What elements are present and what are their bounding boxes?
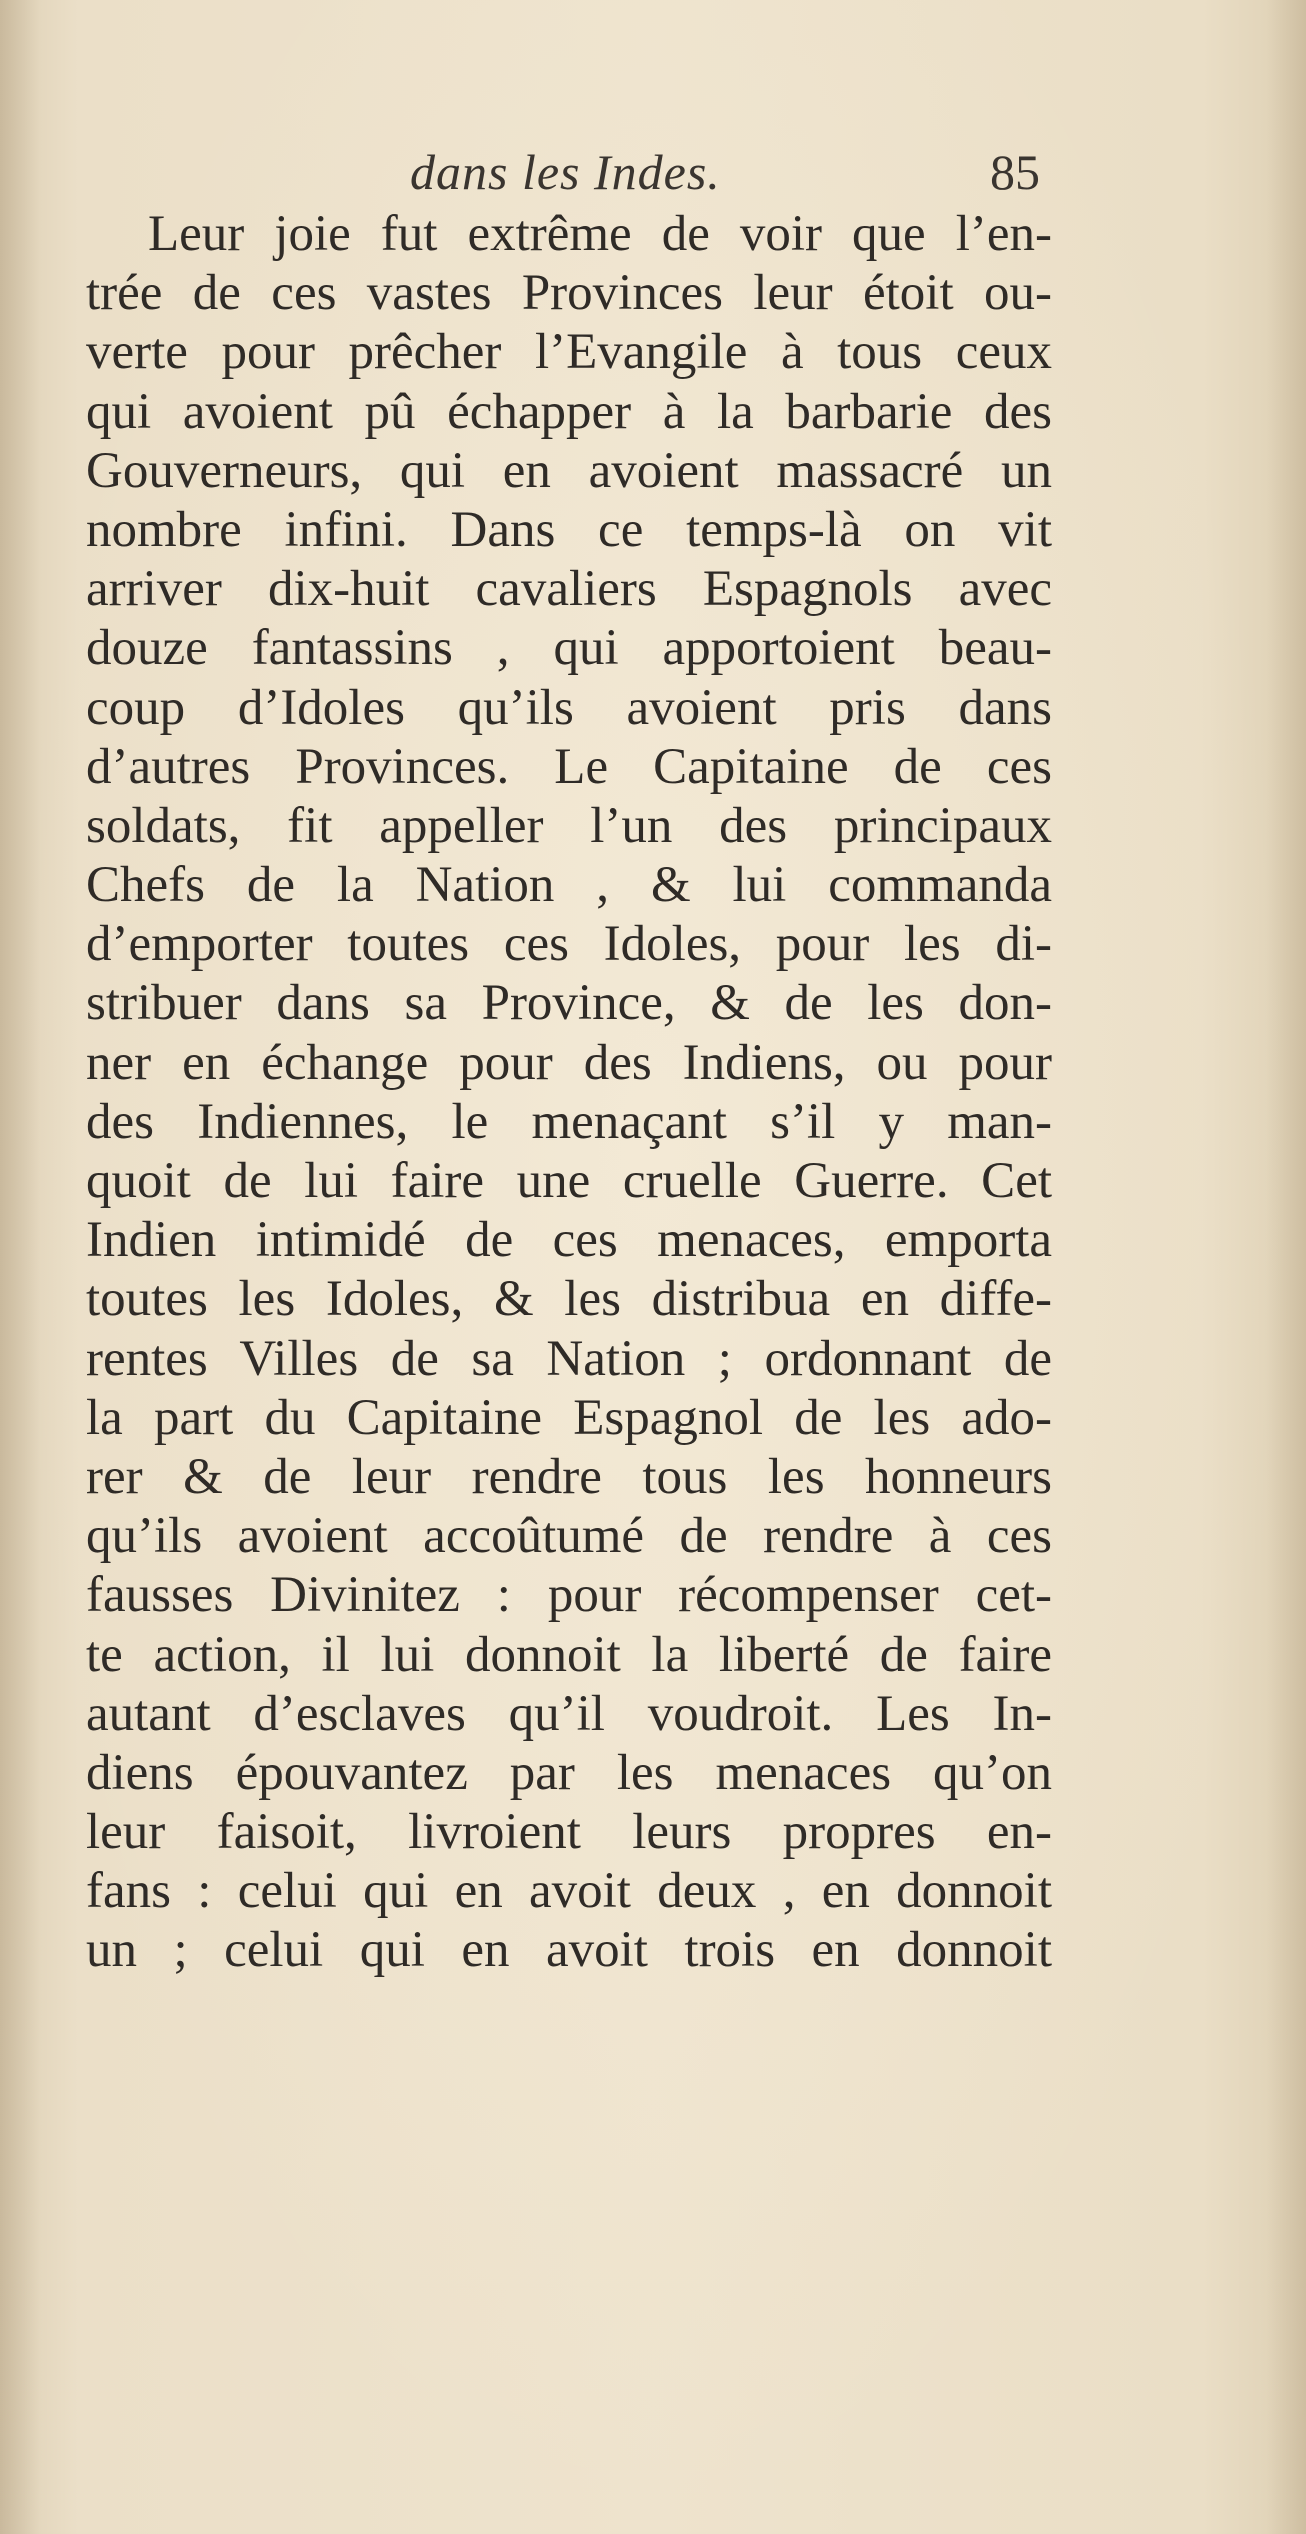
text-line: Indien intimidé de ces menaces, emporta <box>86 1212 1052 1269</box>
text-line: des Indiennes, le menaçant s’il y man- <box>86 1093 1052 1150</box>
text-line: verte pour prêcher l’Evangile à tous ceux <box>86 324 1052 381</box>
right-page-shadow <box>1266 0 1306 2534</box>
text-line: un ; celui qui en avoit trois en donnoit <box>86 1922 1052 1979</box>
text-line: rer & de leur rendre tous les honneurs <box>86 1448 1052 1505</box>
text-line: nombre infini. Dans ce temps-là on vit <box>86 501 1052 558</box>
text-line: d’autres Provinces. Le Capitaine de ces <box>86 738 1052 795</box>
text-line: diens épouvantez par les menaces qu’on <box>86 1744 1052 1801</box>
text-line: Chefs de la Nation , & lui commanda <box>86 857 1052 914</box>
text-line: toutes les Idoles, & les distribua en diffe- <box>86 1271 1052 1328</box>
text-line: stribuer dans sa Province, & de les don- <box>86 975 1052 1032</box>
running-head <box>80 140 1080 204</box>
text-line: coup d’Idoles qu’ils avoient pris dans <box>86 679 1052 736</box>
text-line: Leur joie fut extrême de voir que l’en- <box>148 206 1052 262</box>
text-line: la part du Capitaine Espagnol de les ado- <box>86 1389 1052 1446</box>
text-line: te action, il lui donnoit la liberté de faire <box>86 1626 1052 1683</box>
text-line: quoit de lui faire une cruelle Guerre. Cet <box>86 1153 1052 1209</box>
text-line: fausses Divinitez : pour récompenser cet- <box>86 1567 1052 1624</box>
text-line: fans : celui qui en avoit deux , en donnoit <box>86 1863 1052 1920</box>
text-line: leur faisoit, livroient leurs propres en- <box>86 1804 1052 1861</box>
page-number: 85 <box>990 144 1040 200</box>
text-line: d’emporter toutes ces Idoles, pour les di- <box>86 916 1052 973</box>
text-line: Gouverneurs, qui en avoient massacré un <box>86 442 1052 499</box>
left-page-shadow <box>0 0 40 2534</box>
text-line: arriver dix-huit cavaliers Espagnols avec <box>86 561 1052 618</box>
running-title: dans les Indes. <box>410 144 721 200</box>
text-line: rentes Villes de sa Nation ; ordonnant de <box>86 1330 1052 1387</box>
text-line: soldats, fit appeller l’un des principaux <box>86 797 1052 854</box>
text-line: ner en échange pour des Indiens, ou pour <box>86 1034 1052 1091</box>
text-line: qu’ils avoient accoûtumé de rendre à ces <box>86 1508 1052 1565</box>
text-line: trée de ces vastes Provinces leur étoit ou- <box>86 265 1052 322</box>
text-line: autant d’esclaves qu’il voudroit. Les In- <box>86 1685 1052 1742</box>
text-line: douze fantassins , qui apportoient beau- <box>86 620 1052 677</box>
text-line: qui avoient pû échapper à la barbarie des <box>86 383 1052 440</box>
body-text <box>86 205 1052 1981</box>
